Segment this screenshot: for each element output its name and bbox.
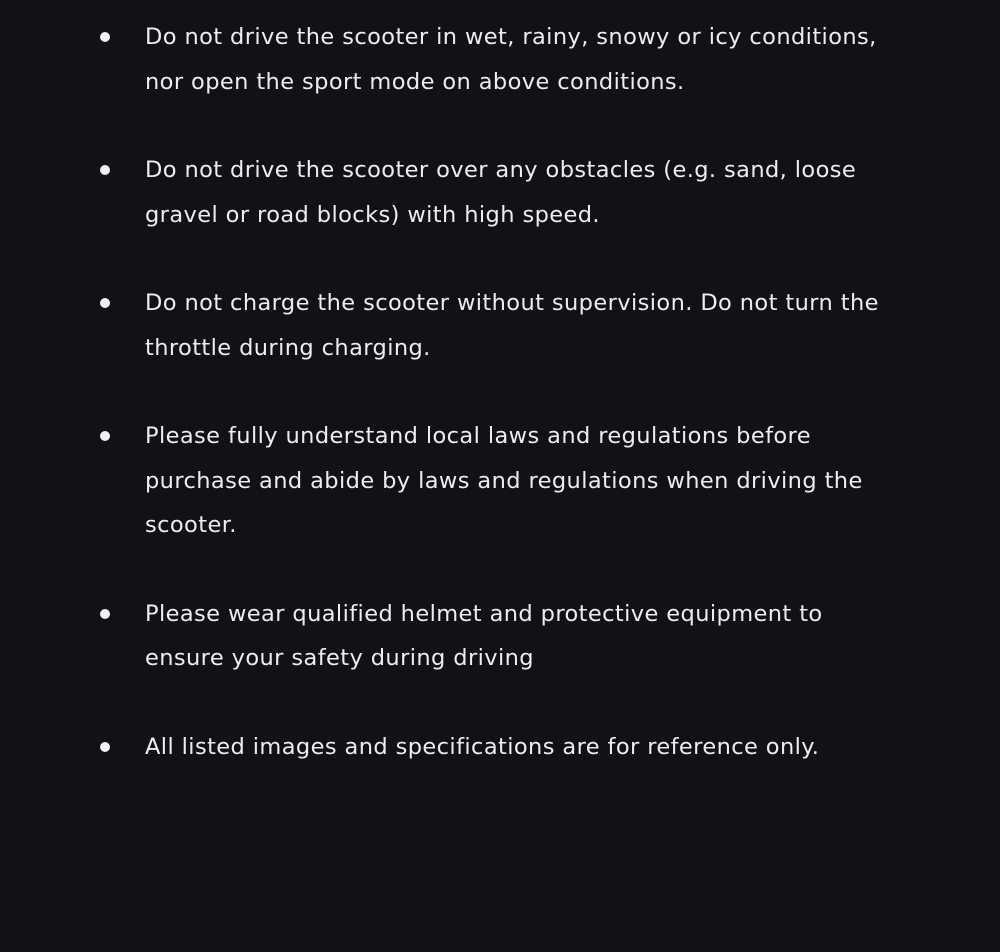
safety-notice-text: Do not drive the scooter over any obstacles (e.g. sand, loose gravel or road blocks) with high speed. bbox=[145, 157, 857, 228]
safety-notice-item bbox=[145, 15, 885, 104]
bullet-icon bbox=[100, 742, 110, 752]
bullet-icon bbox=[100, 165, 110, 175]
safety-notice-item bbox=[145, 414, 885, 548]
safety-notice-text: All listed images and specifications are for reference only. bbox=[145, 733, 820, 760]
safety-notice-text: Please wear qualified helmet and protective equipment to ensure your safety during driving bbox=[145, 600, 823, 671]
safety-notice-text: Please fully understand local laws and regulations before purchase and abide by laws and regulations when driving the scooter. bbox=[145, 423, 863, 538]
safety-notice-list bbox=[0, 15, 1000, 813]
bullet-icon bbox=[100, 431, 110, 441]
safety-notice-item bbox=[145, 725, 885, 770]
safety-notice-text: Do not drive the scooter in wet, rainy, snowy or icy conditions, nor open the sport mode on above conditions. bbox=[145, 24, 877, 95]
bullet-icon bbox=[100, 609, 110, 619]
safety-notice-item bbox=[145, 592, 885, 681]
safety-notice-item bbox=[145, 148, 885, 237]
safety-notice-text: Do not charge the scooter without supervision. Do not turn the throttle during charging. bbox=[145, 290, 879, 361]
bullet-icon bbox=[100, 32, 110, 42]
bullet-icon bbox=[100, 298, 110, 308]
safety-notice-item bbox=[145, 281, 885, 370]
